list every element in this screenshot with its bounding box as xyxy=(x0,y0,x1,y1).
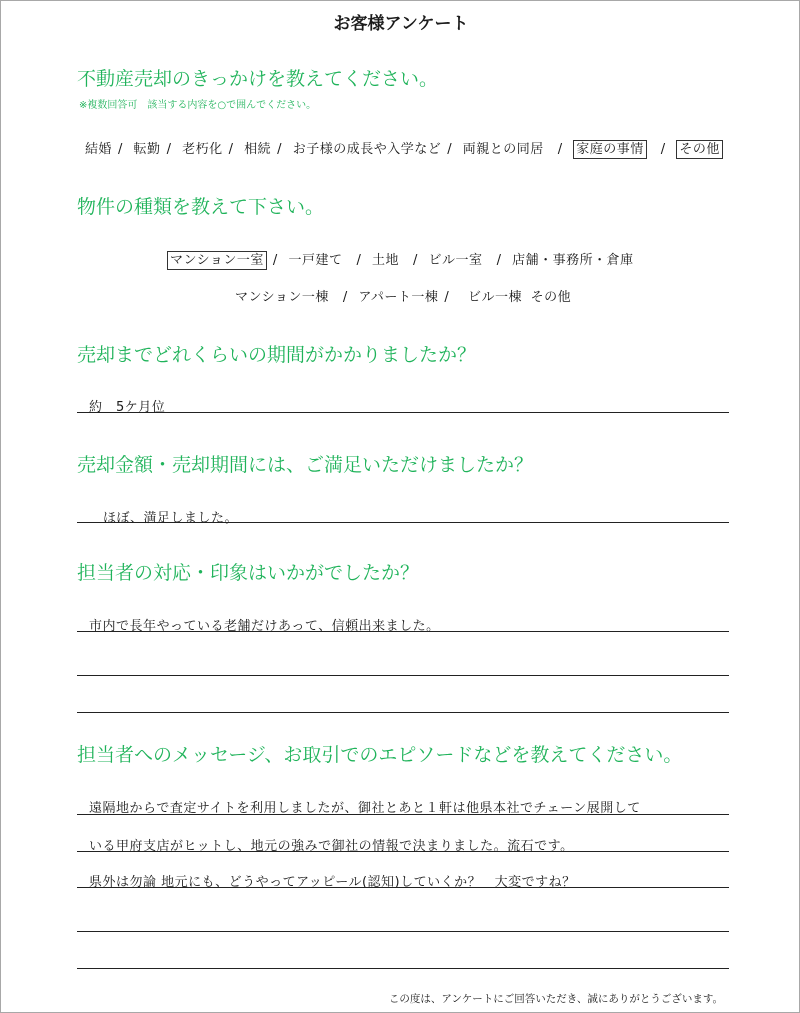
q1-option-aging: 老朽化 xyxy=(182,142,223,157)
separator: / xyxy=(413,253,418,268)
question-4: 売却金額・売却期間には、ご満足いただけましたか？ xyxy=(77,454,534,476)
question-6: 担当者へのメッセージ、お取引でのエピソードなどを教えてください。 xyxy=(77,744,683,766)
q5-answer: 市内で長年やっている老舗だけあって、信頼出来ました。 xyxy=(89,619,440,634)
question-1-note: ※複数回答可 該当する内容を○で囲んでください。 xyxy=(79,100,317,111)
q2-option-other: その他 xyxy=(530,290,572,305)
q1-options xyxy=(85,138,723,157)
q1-option-transfer: 転勤 xyxy=(133,142,161,157)
q1-option-marriage: 結婚 xyxy=(85,142,113,157)
q2-option-office-building: ビル一棟 xyxy=(467,290,522,305)
q6-answer-line-2: いる甲府支店がヒットし、地元の強みで御社の情報で決まりました。流石です。 xyxy=(89,839,574,854)
answer-line xyxy=(77,968,729,969)
question-2: 物件の種類を教えて下さい。 xyxy=(77,196,325,218)
q2-option-apartment-building: アパート一棟 xyxy=(358,290,439,305)
q1-option-other: その他 xyxy=(676,140,723,159)
separator: / xyxy=(557,142,563,157)
answer-line xyxy=(77,814,729,815)
separator: / xyxy=(272,253,278,268)
answer-line xyxy=(77,931,729,932)
separator: / xyxy=(660,142,666,157)
answer-line xyxy=(77,631,729,632)
q1-option-children: お子様の成長や入学など xyxy=(292,142,442,157)
q2-option-land: 土地 xyxy=(372,253,400,268)
q6-answer-line-1: 遠隔地からで査定サイトを利用しましたが、御社とあと１軒は他県本社でチェーン展開して xyxy=(89,801,641,816)
separator: / xyxy=(118,142,123,157)
answer-line xyxy=(77,712,729,713)
question-1: 不動産売却のきっかけを教えてください。 xyxy=(77,68,439,90)
q1-option-inheritance: 相続 xyxy=(244,142,272,157)
q2-option-detached-house: 一戸建て xyxy=(288,253,343,268)
answer-line xyxy=(77,887,729,888)
separator: / xyxy=(166,142,172,157)
separator: / xyxy=(496,253,502,268)
q2-options-row2 xyxy=(235,286,571,305)
q6-answer-line-3: 県外は勿論 地元にも、どうやってアッピール(認知)していくか？ 大変ですね？ xyxy=(89,875,576,890)
answer-line xyxy=(77,522,729,523)
q3-answer: 約 5ケ月位 xyxy=(89,400,166,415)
q1-option-family-circumstances: 家庭の事情 xyxy=(573,140,647,159)
q2-option-condo-unit: マンション一室 xyxy=(167,251,267,270)
question-5: 担当者の対応・印象はいかがでしたか？ xyxy=(77,562,420,584)
separator: / xyxy=(277,142,283,157)
q2-option-store-office-warehouse: 店舗・事務所・倉庫 xyxy=(512,253,634,268)
survey-title: お客様アンケート xyxy=(333,14,469,34)
q2-options-row1 xyxy=(167,249,634,268)
answer-line xyxy=(77,851,729,852)
thank-you-footer: この度は、アンケートにご回答いただき、誠にありがとうございます。 xyxy=(388,993,723,1005)
q2-option-building-unit: ビル一室 xyxy=(428,253,483,268)
answer-line xyxy=(77,675,729,676)
q2-option-condo-building: マンション一棟 xyxy=(235,290,329,305)
separator: / xyxy=(228,142,234,157)
separator: / xyxy=(342,290,348,305)
question-3: 売却までどれくらいの期間がかかりましたか？ xyxy=(77,344,477,366)
answer-line xyxy=(77,412,729,413)
separator: / xyxy=(447,142,453,157)
q1-option-parents: 両親との同居 xyxy=(462,142,544,157)
separator: / xyxy=(356,253,362,268)
separator: / xyxy=(444,290,450,305)
q4-answer: ほぼ、満足しました。 xyxy=(103,511,239,526)
